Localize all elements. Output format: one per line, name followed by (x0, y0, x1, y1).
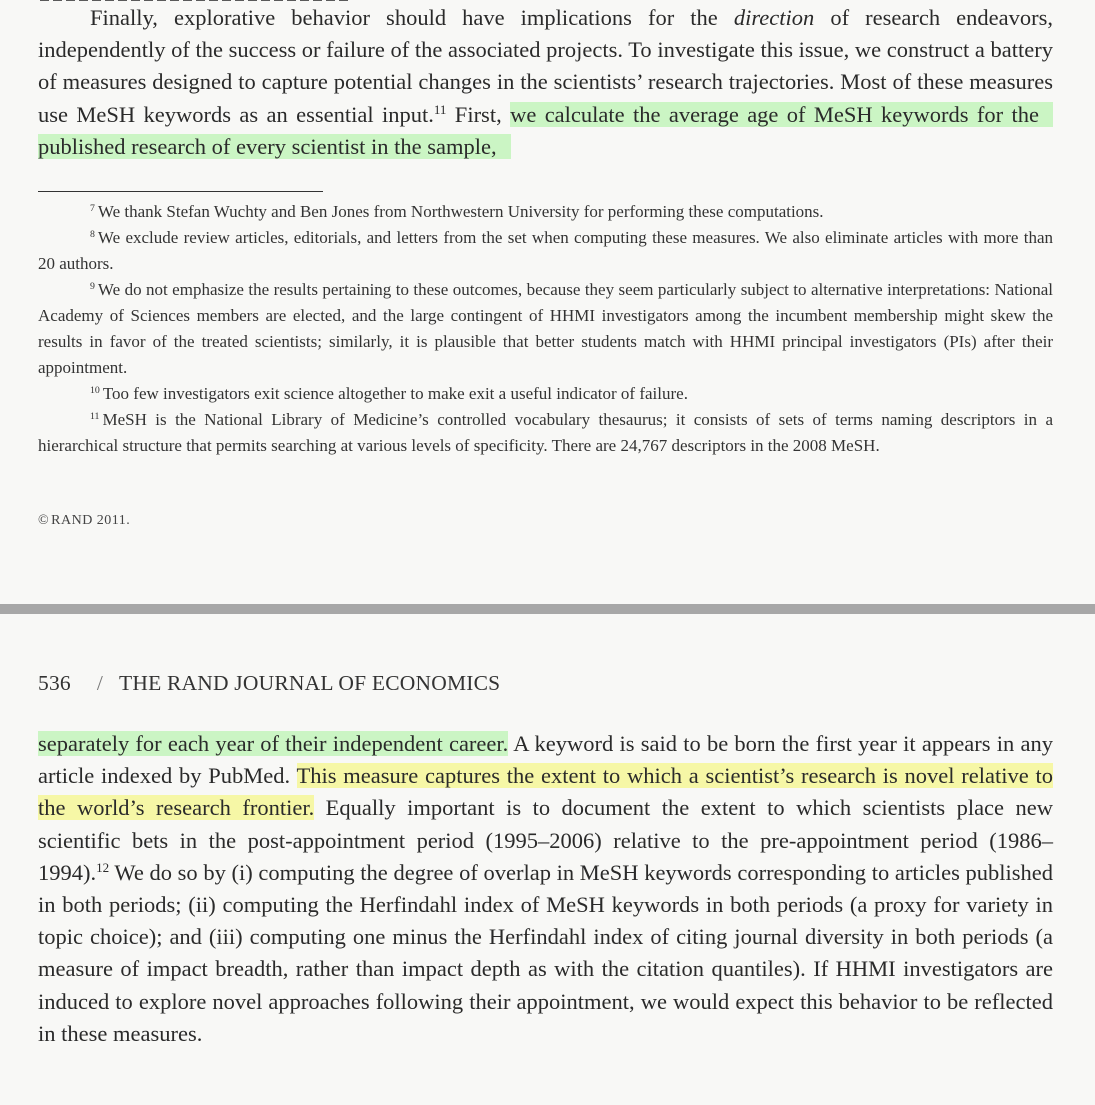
footnote-number: 7 (90, 203, 95, 215)
footnotes-block (38, 199, 1053, 459)
page-number: 536 (38, 671, 71, 695)
bottom-page-fragment (0, 614, 1095, 1105)
footnote-number: 11 (90, 411, 100, 423)
footnote-number: 10 (90, 385, 100, 397)
top-body-paragraph (38, 2, 1053, 163)
running-head (38, 671, 500, 696)
paragraph-text: Equally important is to document the extent to which scientists place new scientific bets in the post-appointment period (1995–2006) relative to the pre-appointment period (1986–1994). (38, 795, 1053, 885)
footnote-7 (38, 199, 1053, 225)
footnote-text: Too few investigators exit science altogether to make exit a useful indicator of failure. (102, 384, 688, 403)
page-divider (0, 604, 1095, 614)
footnote-11 (38, 407, 1053, 459)
copyright-notice (38, 513, 130, 529)
footnote-number: 8 (90, 229, 95, 241)
paragraph-text: We do so by (i) computing the degree of overlap in MeSH keywords corresponding to articles published in both periods; (ii) computing the Herfindahl index of MeSH keywords in both periods (a proxy for variety in topic choice); and (iii) computing one minus the Herfindahl index of citing journal diversity in both periods (a measure of impact breadth, rather than impact depth as with the citation quantiles). If HHMI investigators are induced to explore novel approaches following their appointment, we would expect this behavior to be reflected in these measures. (38, 859, 1053, 1046)
italic-word: direction (733, 5, 815, 30)
paragraph-text: A keyword is said to be born the first year it appears in any article indexed by PubMed. (38, 731, 1053, 789)
footnote-8 (38, 225, 1053, 277)
footnote-text: We thank Stefan Wuchty and Ben Jones from Northwestern University for performing these computations. (97, 202, 824, 221)
footnote-text: MeSH is the National Library of Medicine’s controlled vocabulary thesaurus; it consists of sets of terms naming descriptors in a hierarchical structure that permits searching at various levels of specificity. There are 24,767 descriptors in the 2008 MeSH. (38, 410, 1053, 455)
green-highlight[interactable]: we calculate the average age of MeSH keywords for the published research of every scientist in the sample, (38, 102, 1053, 159)
copyright-symbol: © (38, 513, 50, 528)
running-head-separator: / (96, 671, 104, 695)
footnote-10 (38, 381, 1053, 407)
paragraph-text: Finally, explorative behavior should have implications for the (90, 5, 734, 30)
footnote-number: 9 (90, 281, 95, 293)
footnote-9 (38, 277, 1053, 381)
footnote-text: We exclude review articles, editorials, and letters from the set when computing these measures. We also eliminate articles with more than 20 authors. (38, 228, 1053, 273)
journal-title: THE RAND JOURNAL OF ECONOMICS (119, 671, 501, 695)
footnote-text: We do not emphasize the results pertaining to these outcomes, because they seem particularly subject to alternative interpretations: National Academy of Sciences members are elected, and the large contingent of HHMI investigators among the incumbent membership might skew the results in favor of the treated scientists; similarly, it is plausible that better students match with HHMI principal investigators (PIs) after their appointment. (38, 280, 1053, 377)
footnote-reference: 11 (433, 101, 447, 117)
green-highlight[interactable]: separately for each year of their independent career. (38, 731, 509, 756)
copyright-text: RAND 2011. (51, 513, 131, 528)
footnote-reference: 12 (96, 859, 110, 875)
paragraph-text: of research endeavors, independently of the success or failure of the associated projects. To investigate this issue, we construct a battery of measures designed to capture potential changes in the scientists’ research trajectories. Most of these measures use MeSH keywords as an essential input. (38, 5, 1054, 127)
yellow-highlight[interactable]: This measure captures the extent to which a scientist’s research is novel relative to the world’s research frontier. (38, 763, 1054, 821)
paragraph-text: First, (446, 101, 511, 127)
bottom-body-paragraph (38, 728, 1053, 1050)
footnote-separator-rule (38, 191, 323, 192)
